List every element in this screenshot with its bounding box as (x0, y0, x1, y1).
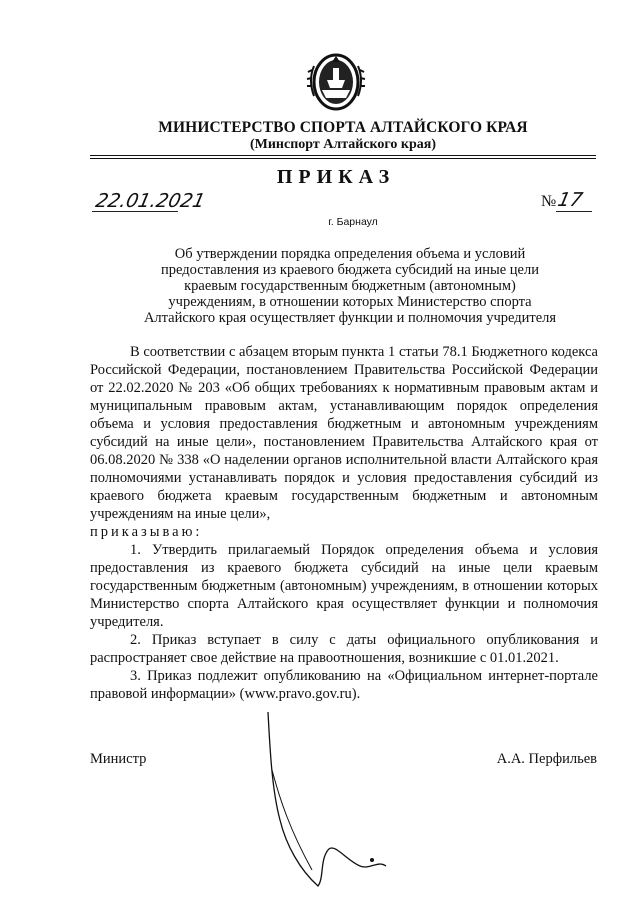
order-item-1: 1. Утвердить прилагаемый Порядок определения объема и условия предоставления из краевого бюджета субсидий на иные цели краевым государственным бюджетным (автономным) учреждениям, в отношении которых Министерство спорта Алтайского края осуществляет функции и полномочия учредителя. (90, 542, 598, 630)
ministry-short-name: (Минспорт Алтайского края) (249, 137, 437, 152)
order-date: 22.01.2021 (93, 190, 208, 212)
title-line: Об утверждении порядка определения объема и условий (174, 246, 526, 262)
order-city: г. Барнаул (328, 216, 378, 228)
title-line: предоставления из краевого бюджета субсидий на иные цели (161, 262, 539, 278)
signatory-name: А.А. Перфильев (496, 751, 597, 767)
document-type: ПРИКАЗ (276, 166, 396, 188)
title-line: учреждениям, в отношении которых Министерство спорта (168, 294, 532, 310)
order-body (90, 343, 598, 703)
header-divider-thin (90, 158, 596, 159)
header-divider (90, 155, 596, 156)
order-item-2: 2. Приказ вступает в силу с даты официального опубликования и распространяет свое действие на правоотношения, возникшие с 01.01.2021. (90, 632, 598, 666)
handwritten-signature (250, 710, 400, 890)
order-number-prefix: № (541, 193, 557, 210)
signatory-title: Министр (90, 751, 147, 767)
altai-krai-coat-of-arms-icon (302, 46, 370, 114)
preamble-paragraph: В соответствии с абзацем вторым пункта 1 статьи 78.1 Бюджетного кодекса Российской Федерации, постановлением Правительства Российской Федерации от 22.02.2020 № 203 «Об общих требованиях к нормативным правовым актам и муниципальным правовым актам, устанавливающим порядок определения объема и условия предоставления бюджетным и автономным учреждениям субсидий на иные цели», постановлением Правительства Алтайского края от 06.08.2020 № 338 «О наделении органов исполнительной власти Алтайского края полномочиями устанавливать порядок и условия предоставления субсидий из краевого бюджета краевым государственным бюджетным и автономным учреждениям на иные цели», (90, 344, 598, 522)
order-item-3: 3. Приказ подлежит опубликованию на «Официальном интернет-портале правовой информации» (www.pravo.gov.ru). (90, 668, 598, 702)
order-word: приказываю: (90, 524, 203, 540)
title-line: Алтайского края осуществляет функции и полномочия учредителя (143, 310, 557, 326)
title-line: краевым государственным бюджетным (автономным) (184, 278, 516, 294)
date-underline (92, 211, 178, 212)
number-underline (556, 211, 592, 212)
order-title (140, 246, 560, 326)
ministry-name: МИНИСТЕРСТВО СПОРТА АЛТАЙСКОГО КРАЯ (158, 119, 528, 136)
order-number: 17 (555, 189, 585, 211)
